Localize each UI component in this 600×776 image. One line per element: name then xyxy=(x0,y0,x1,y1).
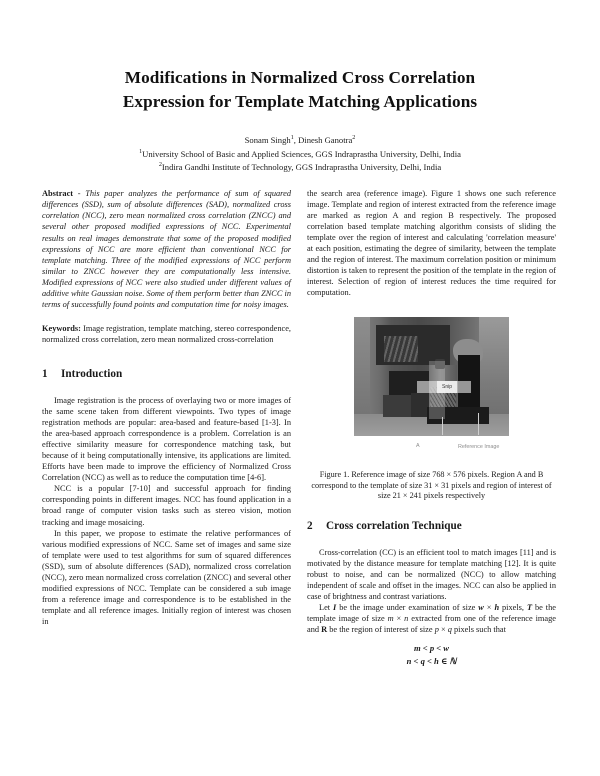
figure-1-caption: Figure 1. Reference image of size 768 × 576 pixels. Region A and B correspond to the template of size 31 × 31 pixels and region of interest of size 21 × 241 pixels respectively xyxy=(311,469,552,501)
s2p2-t9: × xyxy=(438,625,448,635)
section-2-title: Cross correlation Technique xyxy=(326,520,462,533)
figure-annotation-a: A xyxy=(416,442,420,449)
author-2-name: , Dinesh Ganotra xyxy=(293,135,353,146)
s2p2-t1: Let xyxy=(319,603,334,613)
abstract-dash: - xyxy=(73,189,86,198)
section-1-paragraph-2: NCC is a popular [7-10] and successful approach for finding corresponding points in different images. NCC has found application in a broad range of computer vision tasks such as stereo vision, motion tracking and image mosaicing. xyxy=(42,484,291,527)
section-1-paragraph-3: In this paper, we propose to estimate the relative performances of various modified expressions of NCC. Same set of images and same size of template were used to test algorithms for sum of squared differences (SSD), sum of absolute differences (SAD), normalized cross correlation (NCC), zero mean normalized cross correlation (ZNCC) and several other modified expressions of NCC. Template can be considered a sub image from a reference image and correspondence is to be established in the template and all reference images. Initially region of interest was chosen in xyxy=(42,528,291,626)
section-1-paragraph-1: Image registration is the process of overlaying two or more images of the same scene taken from different viewpoints. Two types of image registration methods are popular: area-based and feature-based [1-3]. In the area-based approach correspondence is a problem. Correlation is an effective similarity measure for correspondence matching task, but because of it being computationally intensive, its applications are limited. Efforts have been made to improve the efficiency of Normalized Cross Correlation (NCC) as well as to reduce the computation time [4-6]. xyxy=(42,396,291,483)
section-1 xyxy=(42,368,291,381)
right-column xyxy=(307,188,556,668)
affiliation-2-text: Indira Gandhi Institute of Technology, GGS Indraprastha University, Delhi, India xyxy=(161,161,442,172)
author-1-name: Sonam Singh xyxy=(244,135,291,146)
equation-block xyxy=(307,642,556,668)
figure-annotation-b: Reference Image xyxy=(458,443,500,450)
s2p2-t5: be the template image of size xyxy=(307,603,556,624)
section-2-heading xyxy=(307,520,556,533)
affiliation-2-mark: 2 xyxy=(158,160,162,168)
s2p2-t2: be the image under examination of size xyxy=(336,603,479,613)
symbol-m: m xyxy=(387,614,394,624)
s2p2-t6: × xyxy=(393,614,405,624)
figure-1 xyxy=(307,317,556,502)
symbol-q: q xyxy=(447,625,452,635)
photo-box-small xyxy=(383,395,413,417)
keywords-label: Keywords: xyxy=(42,324,81,334)
author-block xyxy=(52,134,548,173)
equation-1: m < p < w xyxy=(413,643,450,654)
section-2-paragraph-1: Cross-correlation (CC) is an efficient tool to match images [11] and is motivated by the distance measure for template matching [12]. It is quite robust to noise, and can be normalized (NCC) to allow matching independent of scale and offset in the images. NCC can also be applied in case of brightness and contrast variations. xyxy=(307,547,556,602)
keywords-paragraph xyxy=(42,323,291,345)
title-line-2: Expression for Template Matching Applications xyxy=(122,91,478,111)
symbol-n: n xyxy=(404,614,409,624)
s2p2-t10: pixels such that xyxy=(451,625,506,635)
s2p2-t8: be the region of interest of size xyxy=(327,625,435,635)
symbol-R: R xyxy=(321,625,328,635)
figure-annotations xyxy=(354,440,509,456)
left-column xyxy=(42,188,291,627)
page-title xyxy=(52,66,548,113)
equation-2: n < q < h ∈ ℕ xyxy=(406,656,457,667)
title-block xyxy=(52,66,548,174)
section-2-body xyxy=(307,547,556,668)
s2p2-t3: × xyxy=(483,603,495,613)
title-line-1: Modifications in Normalized Cross Correlation xyxy=(124,68,476,87)
symbol-I: I xyxy=(333,603,337,613)
author-1-affiliation-mark: 1 xyxy=(290,134,294,142)
section-1-heading xyxy=(42,368,291,381)
s2p2-t7: extracted from one of the reference image and xyxy=(307,614,556,635)
section-1-title: Introduction xyxy=(61,367,123,380)
affiliation-2 xyxy=(52,161,548,174)
section-2 xyxy=(307,520,556,533)
s2p2-t4: pixels, xyxy=(499,603,527,613)
abstract-paragraph xyxy=(42,188,291,310)
photo-shelf-books xyxy=(384,336,418,362)
section-2-paragraph-2 xyxy=(307,602,556,635)
symbol-p: p xyxy=(434,625,439,635)
keywords-text: Image registration, template matching, stereo correspondence, normalized cross correlation, zero mean normalized cross-correlation xyxy=(42,324,291,345)
figure-1-image xyxy=(354,317,509,436)
affiliation-1-mark: 1 xyxy=(139,147,143,155)
section-1-body xyxy=(42,395,291,627)
figure-region-a-label: Snip xyxy=(437,381,457,393)
abstract-label: Abstract xyxy=(42,189,74,198)
figure-leader-line-a xyxy=(442,417,443,435)
symbol-w: w xyxy=(478,603,484,613)
author-names xyxy=(52,134,548,147)
affiliation-1 xyxy=(52,148,548,161)
abstract-text: This paper analyzes the performance of sum of squared differences (SSD), sum of absolute differences (SAD), normalized cross correlation (NCC), zero mean normalized cross correlation (ZNCC) and several other proposed modified expressions of NCC. Experimental results on real images demonstrate that some of the proposed modified expressions of NCC are more efficient than conventional NCC for template matching. Three of the modified expressions of NCC perform similar to ZNCC however they are computationally less intensive. Modified expressions of NCC were also studied under different values of additive white Gaussian noise. Some of them perform better than ZNCC in terms of successfully found points and computation time for noisy images. xyxy=(42,189,291,310)
section-1-number: 1 xyxy=(42,367,48,380)
author-2-affiliation-mark: 2 xyxy=(352,134,356,142)
figure-leader-line-b xyxy=(478,413,479,435)
section-2-number: 2 xyxy=(307,520,313,533)
affiliation-1-text: University School of Basic and Applied Sciences, GGS Indraprastha University, Delhi, India xyxy=(142,148,461,159)
symbol-h: h xyxy=(494,603,500,613)
symbol-T: T xyxy=(526,603,533,613)
right-column-continuation-paragraph: the search area (reference image). Figure 1 shows one such reference image. Template and region of interest extracted from the reference image are marked as region A and region B respectively. The proposed correlation based template matching algorithm consists of sliding the template over the region of interest and calculating 'correlation measure' at each position, estimating the degree of similarity, between the template and the region of interest. The maximum correlation position or minimum distortion is taken to represent the position of the template in the region of interest. Selection of region of interest reduces the time required for computation. xyxy=(307,189,556,298)
